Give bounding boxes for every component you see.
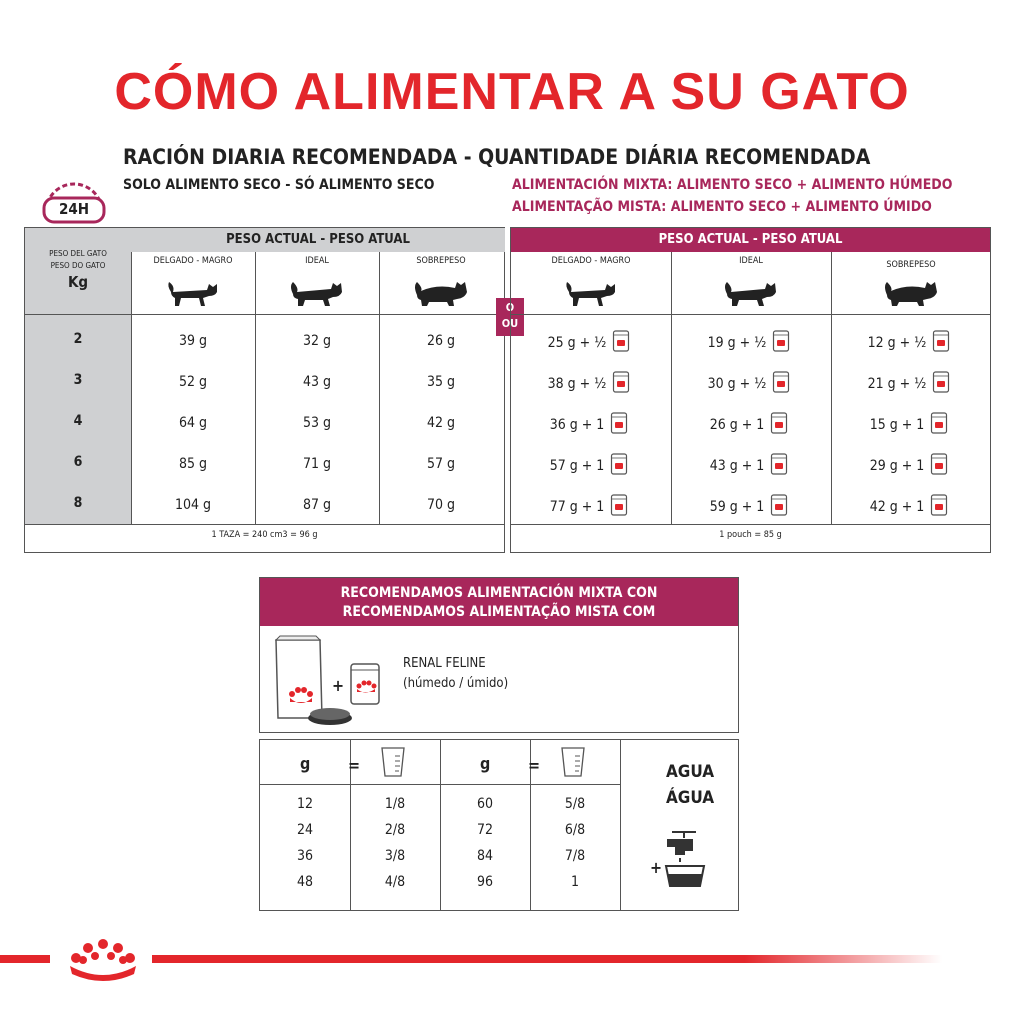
pouch-icon <box>612 370 630 398</box>
table-cell <box>511 493 667 521</box>
table-cell <box>671 493 827 521</box>
cell-value: 26 g + 1 <box>709 417 765 433</box>
cell-value: 19 g + ½ <box>707 335 767 351</box>
table-cell: 85 g <box>178 456 208 472</box>
pouch-icon <box>612 329 630 357</box>
water-tap-icon <box>662 828 708 894</box>
conversion-table <box>259 739 739 911</box>
col-ideal: IDEAL <box>305 256 329 266</box>
cell-value: 43 g + 1 <box>709 458 765 474</box>
table-cell: 43 g <box>302 374 332 390</box>
cup-fraction: 5/8 <box>564 796 586 812</box>
table-cell <box>511 452 667 480</box>
grams-value: 84 <box>476 848 494 864</box>
overweight-cat-icon <box>849 278 973 312</box>
grams-value: 48 <box>296 874 314 890</box>
table-cell: 39 g <box>178 333 208 349</box>
thin-cat-icon <box>131 278 255 312</box>
equals-sign: = <box>528 756 541 775</box>
table-cell: 26 g <box>426 333 456 349</box>
weight-8kg: 8 <box>73 495 83 511</box>
table-cell <box>831 493 987 521</box>
pouch-icon <box>610 411 628 439</box>
water-label-pt: ÁGUA <box>665 788 715 808</box>
table-cell: 32 g <box>302 333 332 349</box>
table-cell: 52 g <box>178 374 208 390</box>
pouch-icon <box>932 370 950 398</box>
dry-food-table <box>24 227 505 553</box>
cell-value: 38 g + ½ <box>547 376 607 392</box>
table-cell <box>511 370 667 398</box>
wet-pouch-icon <box>348 660 382 710</box>
table-cell: 104 g <box>174 497 212 513</box>
grams-value: 72 <box>476 822 494 838</box>
cell-value: 15 g + 1 <box>869 417 925 433</box>
footer-line-left <box>0 955 50 963</box>
pouch-footnote: 1 pouch = 85 g <box>719 530 782 540</box>
mixed-col-overweight: SOBREPESO <box>886 260 936 270</box>
plus-sign: + <box>332 676 345 695</box>
page-title: CÓMO ALIMENTAR A SU GATO <box>114 63 910 121</box>
pouch-icon <box>932 329 950 357</box>
cup-fraction: 6/8 <box>564 822 586 838</box>
weight-2kg: 2 <box>73 331 83 347</box>
cell-value: 77 g + 1 <box>549 499 605 515</box>
subtitle: RACIÓN DIARIA RECOMENDADA - QUANTIDADE DIÁRIA RECOMENDADA <box>123 145 871 169</box>
dry-table-header: PESO ACTUAL - PESO ATUAL <box>131 228 505 252</box>
mixed-col-ideal: IDEAL <box>739 256 763 266</box>
table-cell: 35 g <box>426 374 456 390</box>
cup-fraction: 2/8 <box>384 822 406 838</box>
table-cell: 64 g <box>178 415 208 431</box>
cell-value: 29 g + 1 <box>869 458 925 474</box>
cell-value: 30 g + ½ <box>707 376 767 392</box>
cell-value: 42 g + 1 <box>869 499 925 515</box>
pouch-icon <box>930 493 948 521</box>
brand-crown-logo <box>56 930 150 986</box>
cell-value: 12 g + ½ <box>867 335 927 351</box>
grams-value: 24 <box>296 822 314 838</box>
footer-line-right <box>152 955 942 963</box>
weight-3kg: 3 <box>73 372 83 388</box>
table-cell <box>831 370 987 398</box>
product-subtitle: (húmedo / úmido) <box>403 676 509 691</box>
table-cell <box>511 329 667 357</box>
cell-value: 57 g + 1 <box>549 458 605 474</box>
overweight-cat-icon <box>379 278 503 312</box>
grams-value: 60 <box>476 796 494 812</box>
table-cell <box>511 411 667 439</box>
table-cell <box>831 411 987 439</box>
table-cell: 70 g <box>426 497 456 513</box>
pouch-icon <box>770 452 788 480</box>
cup-footnote: 1 TAZA = 240 cm3 = 96 g <box>211 530 318 540</box>
cup-fraction: 7/8 <box>564 848 586 864</box>
table-cell: 87 g <box>302 497 332 513</box>
ideal-cat-icon <box>255 278 379 312</box>
mixed-food-table <box>510 227 991 553</box>
grams-value: 96 <box>476 874 494 890</box>
cell-value: 21 g + ½ <box>867 376 927 392</box>
table-cell <box>831 329 987 357</box>
mixed-feeding-label-pt: ALIMENTAÇÃO MISTA: ALIMENTO SECO + ALIMENTO ÚMIDO <box>512 199 932 215</box>
table-cell: 57 g <box>426 456 456 472</box>
grams-value: 36 <box>296 848 314 864</box>
pouch-icon <box>772 370 790 398</box>
pouch-icon <box>770 411 788 439</box>
weight-6kg: 6 <box>73 454 83 470</box>
mixed-col-thin: DELGADO - MAGRO <box>551 256 631 266</box>
weight-4kg: 4 <box>73 413 83 429</box>
table-cell <box>671 452 827 480</box>
or-label-pt: OU <box>501 317 519 330</box>
water-label-es: AGUA <box>665 762 715 782</box>
cell-value: 36 g + 1 <box>549 417 605 433</box>
or-label-es: O <box>505 301 515 314</box>
mixed-feeding-label-es: ALIMENTACIÓN MIXTA: ALIMENTO SECO + ALIMENTO HÚMEDO <box>512 177 953 193</box>
cup-fraction: 3/8 <box>384 848 406 864</box>
plus-sign: + <box>650 858 663 877</box>
pouch-icon <box>930 411 948 439</box>
cup-fraction: 4/8 <box>384 874 406 890</box>
thin-cat-icon <box>529 278 653 312</box>
table-cell: 42 g <box>426 415 456 431</box>
table-cell: 71 g <box>302 456 332 472</box>
pouch-icon <box>930 452 948 480</box>
clock-24h-icon <box>38 178 110 226</box>
recommendation-box <box>259 577 739 733</box>
table-cell <box>671 411 827 439</box>
pouch-icon <box>772 329 790 357</box>
pouch-icon <box>770 493 788 521</box>
weight-label-pt: PESO DO GATO <box>50 261 106 270</box>
mixed-table-header: PESO ACTUAL - PESO ATUAL <box>511 228 990 252</box>
weight-label-es: PESO DEL GATO <box>49 249 107 258</box>
table-cell <box>671 370 827 398</box>
pouch-icon <box>610 452 628 480</box>
product-name: RENAL FELINE <box>403 656 486 671</box>
cell-value: 25 g + ½ <box>547 335 607 351</box>
recommendation-line-es: RECOMENDAMOS ALIMENTACIÓN MIXTA CON <box>340 585 658 601</box>
cup-fraction: 1/8 <box>384 796 406 812</box>
weight-unit: Kg <box>67 273 89 291</box>
recommendation-header <box>260 578 738 626</box>
grams-value: 12 <box>296 796 314 812</box>
badge-24h-label: 24H <box>58 200 90 218</box>
recommendation-line-pt: RECOMENDAMOS ALIMENTAÇÃO MISTA COM <box>342 604 656 620</box>
measuring-cup-icon <box>560 746 586 782</box>
grams-header: g <box>480 754 491 773</box>
pouch-icon <box>610 493 628 521</box>
table-cell: 53 g <box>302 415 332 431</box>
grams-header: g <box>300 754 311 773</box>
dry-only-label: SOLO ALIMENTO SECO - SÓ ALIMENTO SECO <box>123 177 435 193</box>
col-thin: DELGADO - MAGRO <box>153 256 233 266</box>
table-cell <box>671 329 827 357</box>
cell-value: 59 g + 1 <box>709 499 765 515</box>
cup-fraction: 1 <box>570 874 579 890</box>
table-cell <box>831 452 987 480</box>
equals-sign: = <box>348 756 361 775</box>
col-overweight: SOBREPESO <box>416 256 466 266</box>
ideal-cat-icon <box>689 278 813 312</box>
measuring-cup-icon <box>380 746 406 782</box>
